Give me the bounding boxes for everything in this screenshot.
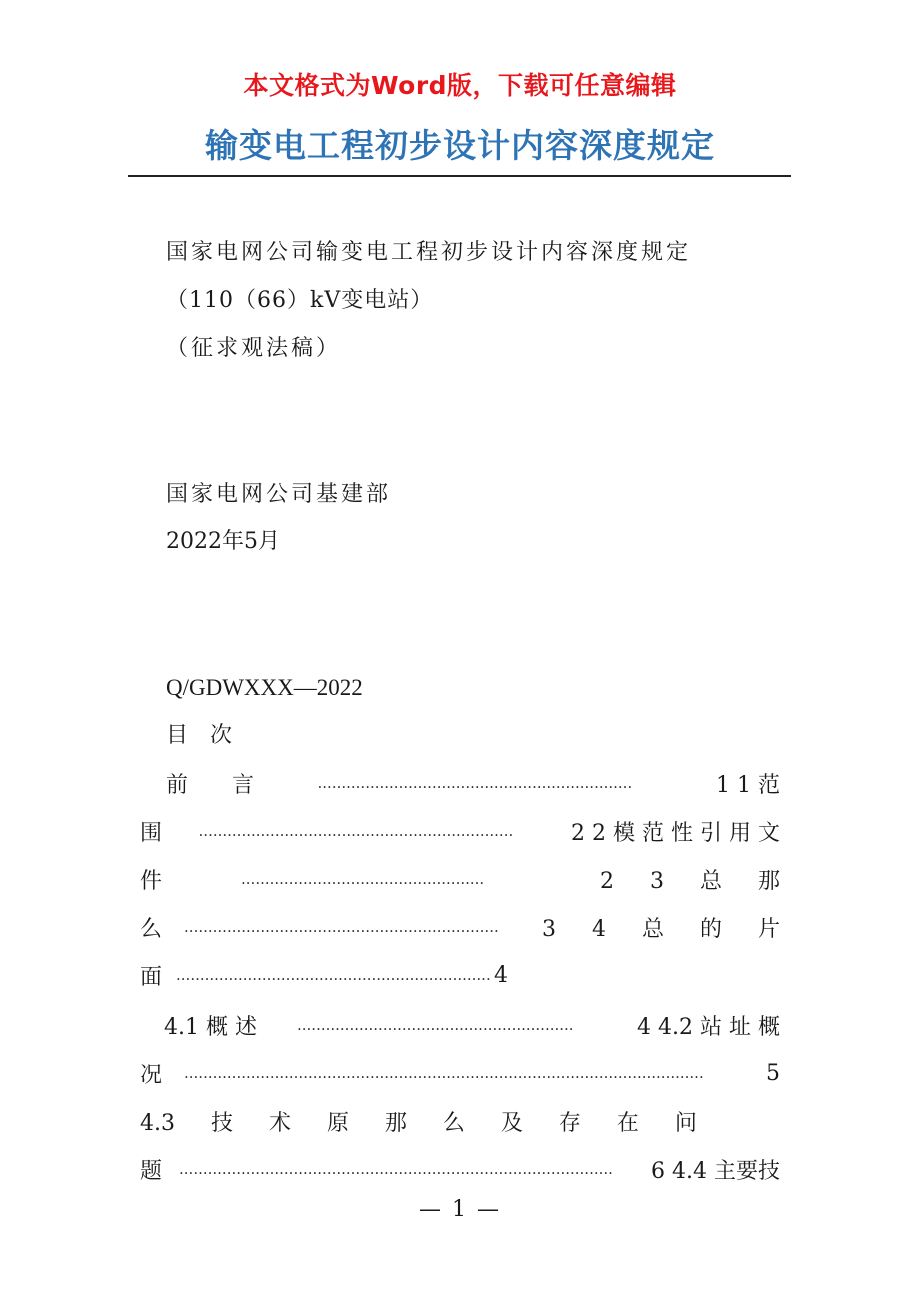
toc-left: 题 <box>140 1158 163 1184</box>
toc-right: 3 4 总 的 片 <box>542 916 780 942</box>
toc-right: 4 <box>494 962 509 988</box>
date-line: 2022年5月 <box>166 529 280 554</box>
department-line: 国家电网公司基建部 <box>166 482 392 507</box>
toc-leader-dots: .................................................................. <box>176 966 491 984</box>
toc-line <box>140 1058 780 1088</box>
toc-leader-dots: .................................................................. <box>184 918 499 936</box>
toc-leader-dots: ........................................................................................... <box>179 1160 613 1178</box>
toc-line <box>140 1154 780 1184</box>
toc-left: 4.3 技 术 原 那 么 及 存 在 问 <box>140 1110 697 1136</box>
toc-right: 6 4.4 主要技 <box>651 1158 780 1184</box>
org-title-line: 国家电网公司输变电工程初步设计内容深度规定 <box>166 240 692 265</box>
toc-left: 件 <box>140 868 163 894</box>
download-banner: 本文格式为Word版，下载可任意编辑 <box>243 71 677 100</box>
toc-line <box>140 912 780 942</box>
toc-leader-dots: ................................................... <box>241 870 485 888</box>
status-line: （征求观法稿） <box>166 336 342 361</box>
toc-right: 1 1 范 <box>716 772 780 798</box>
toc-right: 2 3 总 那 <box>600 868 780 894</box>
title-divider <box>128 175 791 177</box>
page-number: — 1 — <box>419 1197 501 1222</box>
toc-left: 4.1 概 述 <box>164 1014 257 1040</box>
toc-line <box>140 768 780 798</box>
toc-line <box>140 1010 780 1040</box>
toc-line <box>140 816 780 846</box>
toc-left: 围 <box>140 820 163 846</box>
toc-line <box>140 864 780 894</box>
toc-right: 5 <box>765 1060 780 1086</box>
scope-line: （110（66）kV变电站） <box>166 288 434 313</box>
standard-code: Q/GDWXXX—2022 <box>166 675 363 700</box>
toc-line <box>140 1106 780 1136</box>
toc-left: 么 <box>140 916 163 942</box>
document-title: 输变电工程初步设计内容深度规定 <box>205 126 715 165</box>
toc-left: 前 言 <box>166 772 255 798</box>
toc-heading: 目次 <box>166 723 255 748</box>
toc-left: 况 <box>140 1062 163 1088</box>
toc-right: 4 4.2 站 址 概 <box>637 1014 780 1040</box>
toc-leader-dots: ............................................................................................................. <box>184 1064 704 1082</box>
toc-line <box>140 960 780 990</box>
toc-leader-dots: .................................................................. <box>317 774 633 792</box>
toc-left: 面 <box>140 964 163 990</box>
toc-right: 2 2 模 范 性 引 用 文 <box>571 820 780 846</box>
toc-leader-dots: .......................................................... <box>297 1016 574 1034</box>
toc-leader-dots: .................................................................. <box>198 822 514 840</box>
